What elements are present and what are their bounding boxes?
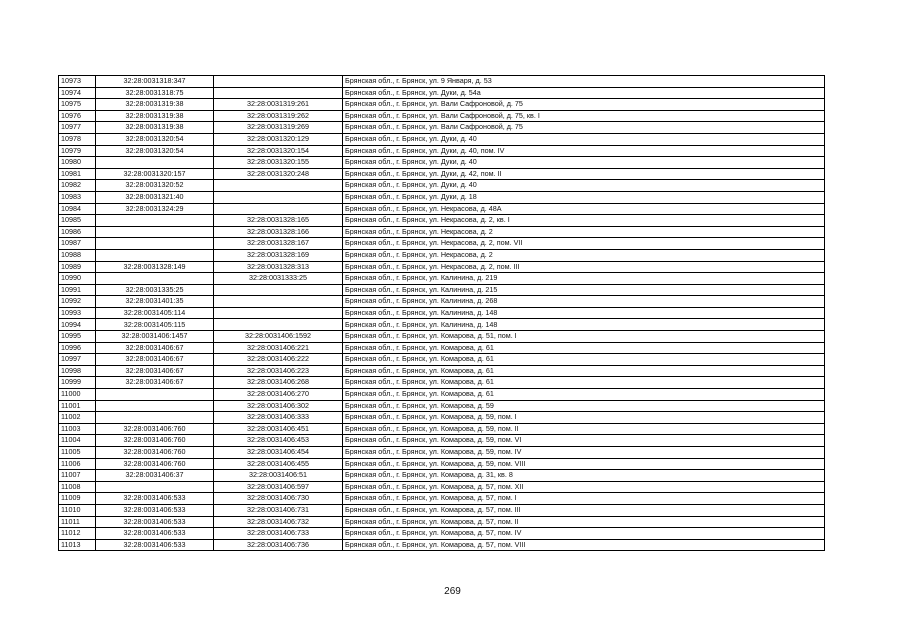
address-cell: Брянская обл., г. Брянск, ул. Дуки, д. 18 [343, 191, 825, 203]
row-number-cell: 10973 [59, 76, 96, 88]
table-row [59, 389, 825, 401]
address-cell: Брянская обл., г. Брянск, ул. Вали Сафроновой, д. 75 [343, 99, 825, 111]
land-cadastral-number-cell: 32:28:0031321:40 [96, 191, 214, 203]
row-number-cell: 10985 [59, 215, 96, 227]
table-row [59, 157, 825, 169]
table-row [59, 458, 825, 470]
table-row [59, 447, 825, 459]
land-cadastral-number-cell [96, 400, 214, 412]
row-number-cell: 10979 [59, 145, 96, 157]
land-cadastral-number-cell [96, 215, 214, 227]
land-cadastral-number-cell: 32:28:0031405:114 [96, 307, 214, 319]
object-cadastral-number-cell: 32:28:0031406:454 [214, 447, 343, 459]
table-row [59, 331, 825, 343]
land-cadastral-number-cell: 32:28:0031406:760 [96, 447, 214, 459]
object-cadastral-number-cell: 32:28:0031328:166 [214, 226, 343, 238]
table-row [59, 284, 825, 296]
address-cell: Брянская обл., г. Брянск, ул. Некрасова, д. 2, пом. III [343, 261, 825, 273]
row-number-cell: 10994 [59, 319, 96, 331]
row-number-cell: 10989 [59, 261, 96, 273]
land-cadastral-number-cell: 32:28:0031320:54 [96, 145, 214, 157]
land-cadastral-number-cell: 32:28:0031406:533 [96, 516, 214, 528]
table-row [59, 400, 825, 412]
address-cell: Брянская обл., г. Брянск, ул. Комарова, д. 57, пом. VIII [343, 539, 825, 551]
land-cadastral-number-cell: 32:28:0031335:25 [96, 284, 214, 296]
row-number-cell: 10993 [59, 307, 96, 319]
row-number-cell: 10983 [59, 191, 96, 203]
land-cadastral-number-cell: 32:28:0031318:347 [96, 76, 214, 88]
address-cell: Брянская обл., г. Брянск, ул. Некрасова, д. 2, пом. VII [343, 238, 825, 250]
object-cadastral-number-cell: 32:28:0031406:451 [214, 423, 343, 435]
row-number-cell: 11002 [59, 412, 96, 424]
table-row [59, 493, 825, 505]
address-cell: Брянская обл., г. Брянск, ул. Вали Сафроновой, д. 75, кв. I [343, 110, 825, 122]
row-number-cell: 11005 [59, 447, 96, 459]
land-cadastral-number-cell: 32:28:0031319:38 [96, 110, 214, 122]
object-cadastral-number-cell [214, 87, 343, 99]
table-row [59, 249, 825, 261]
object-cadastral-number-cell: 32:28:0031333:25 [214, 273, 343, 285]
table-row [59, 504, 825, 516]
address-cell: Брянская обл., г. Брянск, ул. Комарова, д. 61 [343, 342, 825, 354]
table-row [59, 168, 825, 180]
address-cell: Брянская обл., г. Брянск, ул. Дуки, д. 40 [343, 157, 825, 169]
address-cell: Брянская обл., г. Брянск, ул. Комарова, д. 59, пом. VI [343, 435, 825, 447]
row-number-cell: 10982 [59, 180, 96, 192]
table-row [59, 377, 825, 389]
land-cadastral-number-cell [96, 412, 214, 424]
table-row [59, 516, 825, 528]
row-number-cell: 10987 [59, 238, 96, 250]
row-number-cell: 10977 [59, 122, 96, 134]
object-cadastral-number-cell [214, 191, 343, 203]
address-cell: Брянская обл., г. Брянск, ул. Комарова, д. 57, пом. III [343, 504, 825, 516]
address-cell: Брянская обл., г. Брянск, ул. Некрасова, д. 2 [343, 226, 825, 238]
table-row [59, 354, 825, 366]
table-row [59, 261, 825, 273]
row-number-cell: 10992 [59, 296, 96, 308]
land-cadastral-number-cell: 32:28:0031401:35 [96, 296, 214, 308]
address-cell: Брянская обл., г. Брянск, ул. Комарова, д. 59, пом. IV [343, 447, 825, 459]
table-row [59, 122, 825, 134]
address-cell: Брянская обл., г. Брянск, ул. Дуки, д. 40 [343, 180, 825, 192]
land-cadastral-number-cell: 32:28:0031406:760 [96, 458, 214, 470]
land-cadastral-number-cell [96, 249, 214, 261]
row-number-cell: 10978 [59, 133, 96, 145]
land-cadastral-number-cell [96, 238, 214, 250]
object-cadastral-number-cell: 32:28:0031328:165 [214, 215, 343, 227]
row-number-cell: 11012 [59, 528, 96, 540]
address-cell: Брянская обл., г. Брянск, ул. Калинина, д. 215 [343, 284, 825, 296]
land-cadastral-number-cell: 32:28:0031318:75 [96, 87, 214, 99]
object-cadastral-number-cell: 32:28:0031406:223 [214, 365, 343, 377]
object-cadastral-number-cell: 32:28:0031319:262 [214, 110, 343, 122]
table-row [59, 307, 825, 319]
object-cadastral-number-cell: 32:28:0031406:221 [214, 342, 343, 354]
object-cadastral-number-cell: 32:28:0031320:155 [214, 157, 343, 169]
address-cell: Брянская обл., г. Брянск, ул. Комарова, д. 57, пом. IV [343, 528, 825, 540]
land-cadastral-number-cell: 32:28:0031406:1457 [96, 331, 214, 343]
row-number-cell: 10974 [59, 87, 96, 99]
table-row [59, 423, 825, 435]
land-cadastral-number-cell: 32:28:0031406:67 [96, 342, 214, 354]
address-cell: Брянская обл., г. Брянск, ул. Комарова, д. 31, кв. 8 [343, 470, 825, 482]
row-number-cell: 11004 [59, 435, 96, 447]
land-cadastral-number-cell: 32:28:0031406:760 [96, 435, 214, 447]
table-row [59, 87, 825, 99]
row-number-cell: 11003 [59, 423, 96, 435]
row-number-cell: 11010 [59, 504, 96, 516]
row-number-cell: 10998 [59, 365, 96, 377]
object-cadastral-number-cell: 32:28:0031406:736 [214, 539, 343, 551]
row-number-cell: 11001 [59, 400, 96, 412]
object-cadastral-number-cell: 32:28:0031320:154 [214, 145, 343, 157]
object-cadastral-number-cell: 32:28:0031406:333 [214, 412, 343, 424]
land-cadastral-number-cell: 32:28:0031328:149 [96, 261, 214, 273]
object-cadastral-number-cell [214, 296, 343, 308]
object-cadastral-number-cell [214, 284, 343, 296]
object-cadastral-number-cell: 32:28:0031406:597 [214, 481, 343, 493]
land-cadastral-number-cell [96, 273, 214, 285]
object-cadastral-number-cell: 32:28:0031406:731 [214, 504, 343, 516]
address-cell: Брянская обл., г. Брянск, ул. Калинина, д. 268 [343, 296, 825, 308]
address-cell: Брянская обл., г. Брянск, ул. Калинина, д. 148 [343, 319, 825, 331]
table-row [59, 238, 825, 250]
address-cell: Брянская обл., г. Брянск, ул. 9 Января, д. 53 [343, 76, 825, 88]
object-cadastral-number-cell: 32:28:0031320:129 [214, 133, 343, 145]
row-number-cell: 10980 [59, 157, 96, 169]
land-cadastral-number-cell: 32:28:0031319:38 [96, 122, 214, 134]
object-cadastral-number-cell: 32:28:0031319:261 [214, 99, 343, 111]
land-cadastral-number-cell: 32:28:0031406:67 [96, 365, 214, 377]
row-number-cell: 11006 [59, 458, 96, 470]
land-cadastral-number-cell: 32:28:0031320:52 [96, 180, 214, 192]
row-number-cell: 11011 [59, 516, 96, 528]
object-cadastral-number-cell [214, 76, 343, 88]
address-cell: Брянская обл., г. Брянск, ул. Некрасова, д. 2, кв. I [343, 215, 825, 227]
land-cadastral-number-cell [96, 481, 214, 493]
object-cadastral-number-cell: 32:28:0031328:313 [214, 261, 343, 273]
object-cadastral-number-cell: 32:28:0031406:1592 [214, 331, 343, 343]
address-cell: Брянская обл., г. Брянск, ул. Комарова, д. 57, пом. XII [343, 481, 825, 493]
object-cadastral-number-cell: 32:28:0031328:167 [214, 238, 343, 250]
address-cell: Брянская обл., г. Брянск, ул. Некрасова, д. 2 [343, 249, 825, 261]
object-cadastral-number-cell [214, 319, 343, 331]
property-registry-table [58, 75, 825, 551]
table-row [59, 481, 825, 493]
land-cadastral-number-cell: 32:28:0031319:38 [96, 99, 214, 111]
address-cell: Брянская обл., г. Брянск, ул. Дуки, д. 40 [343, 133, 825, 145]
address-cell: Брянская обл., г. Брянск, ул. Комарова, д. 59, пом. I [343, 412, 825, 424]
row-number-cell: 10981 [59, 168, 96, 180]
address-cell: Брянская обл., г. Брянск, ул. Комарова, д. 57, пом. I [343, 493, 825, 505]
address-cell: Брянская обл., г. Брянск, ул. Комарова, д. 57, пом. II [343, 516, 825, 528]
object-cadastral-number-cell: 32:28:0031328:169 [214, 249, 343, 261]
row-number-cell: 11000 [59, 389, 96, 401]
address-cell: Брянская обл., г. Брянск, ул. Вали Сафроновой, д. 75 [343, 122, 825, 134]
row-number-cell: 10986 [59, 226, 96, 238]
table-row [59, 470, 825, 482]
row-number-cell: 10990 [59, 273, 96, 285]
table-row [59, 226, 825, 238]
table-row [59, 435, 825, 447]
table-row [59, 133, 825, 145]
row-number-cell: 10976 [59, 110, 96, 122]
object-cadastral-number-cell: 32:28:0031406:222 [214, 354, 343, 366]
table-row [59, 191, 825, 203]
land-cadastral-number-cell: 32:28:0031405:115 [96, 319, 214, 331]
table-row [59, 539, 825, 551]
table-row [59, 365, 825, 377]
address-cell: Брянская обл., г. Брянск, ул. Комарова, д. 61 [343, 365, 825, 377]
address-cell: Брянская обл., г. Брянск, ул. Комарова, д. 61 [343, 389, 825, 401]
object-cadastral-number-cell: 32:28:0031406:302 [214, 400, 343, 412]
object-cadastral-number-cell: 32:28:0031319:269 [214, 122, 343, 134]
land-cadastral-number-cell: 32:28:0031324:29 [96, 203, 214, 215]
land-cadastral-number-cell: 32:28:0031406:67 [96, 354, 214, 366]
table-row [59, 99, 825, 111]
table-row [59, 110, 825, 122]
table-row [59, 203, 825, 215]
object-cadastral-number-cell: 32:28:0031406:733 [214, 528, 343, 540]
table-row [59, 528, 825, 540]
row-number-cell: 11008 [59, 481, 96, 493]
table-row [59, 273, 825, 285]
land-cadastral-number-cell [96, 226, 214, 238]
address-cell: Брянская обл., г. Брянск, ул. Комарова, д. 59, пом. VIII [343, 458, 825, 470]
land-cadastral-number-cell: 32:28:0031406:37 [96, 470, 214, 482]
object-cadastral-number-cell: 32:28:0031406:453 [214, 435, 343, 447]
address-cell: Брянская обл., г. Брянск, ул. Некрасова, д. 48А [343, 203, 825, 215]
address-cell: Брянская обл., г. Брянск, ул. Комарова, д. 61 [343, 354, 825, 366]
land-cadastral-number-cell [96, 389, 214, 401]
address-cell: Брянская обл., г. Брянск, ул. Комарова, д. 51, пом. I [343, 331, 825, 343]
table-row [59, 296, 825, 308]
address-cell: Брянская обл., г. Брянск, ул. Дуки, д. 40, пом. IV [343, 145, 825, 157]
land-cadastral-number-cell: 32:28:0031406:533 [96, 539, 214, 551]
row-number-cell: 10975 [59, 99, 96, 111]
object-cadastral-number-cell [214, 203, 343, 215]
address-cell: Брянская обл., г. Брянск, ул. Калинина, д. 219 [343, 273, 825, 285]
object-cadastral-number-cell: 32:28:0031320:248 [214, 168, 343, 180]
object-cadastral-number-cell: 32:28:0031406:270 [214, 389, 343, 401]
row-number-cell: 10997 [59, 354, 96, 366]
land-cadastral-number-cell: 32:28:0031406:533 [96, 493, 214, 505]
object-cadastral-number-cell: 32:28:0031406:730 [214, 493, 343, 505]
land-cadastral-number-cell: 32:28:0031320:54 [96, 133, 214, 145]
table-row [59, 215, 825, 227]
address-cell: Брянская обл., г. Брянск, ул. Комарова, д. 59 [343, 400, 825, 412]
table-row [59, 76, 825, 88]
object-cadastral-number-cell: 32:28:0031406:732 [214, 516, 343, 528]
row-number-cell: 11007 [59, 470, 96, 482]
object-cadastral-number-cell: 32:28:0031406:51 [214, 470, 343, 482]
table-row [59, 412, 825, 424]
table-row [59, 180, 825, 192]
object-cadastral-number-cell: 32:28:0031406:268 [214, 377, 343, 389]
row-number-cell: 10999 [59, 377, 96, 389]
row-number-cell: 10988 [59, 249, 96, 261]
object-cadastral-number-cell [214, 307, 343, 319]
land-cadastral-number-cell: 32:28:0031406:533 [96, 504, 214, 516]
row-number-cell: 10991 [59, 284, 96, 296]
object-cadastral-number-cell: 32:28:0031406:455 [214, 458, 343, 470]
land-cadastral-number-cell: 32:28:0031406:533 [96, 528, 214, 540]
table-row [59, 145, 825, 157]
object-cadastral-number-cell [214, 180, 343, 192]
row-number-cell: 10995 [59, 331, 96, 343]
table-row [59, 342, 825, 354]
land-cadastral-number-cell: 32:28:0031406:67 [96, 377, 214, 389]
row-number-cell: 11013 [59, 539, 96, 551]
page-number: 269 [444, 586, 461, 597]
address-cell: Брянская обл., г. Брянск, ул. Дуки, д. 54а [343, 87, 825, 99]
land-cadastral-number-cell [96, 157, 214, 169]
table-body [59, 76, 825, 551]
address-cell: Брянская обл., г. Брянск, ул. Комарова, д. 61 [343, 377, 825, 389]
table-row [59, 319, 825, 331]
land-cadastral-number-cell: 32:28:0031406:760 [96, 423, 214, 435]
row-number-cell: 10984 [59, 203, 96, 215]
address-cell: Брянская обл., г. Брянск, ул. Дуки, д. 42, пом. II [343, 168, 825, 180]
row-number-cell: 11009 [59, 493, 96, 505]
address-cell: Брянская обл., г. Брянск, ул. Калинина, д. 148 [343, 307, 825, 319]
address-cell: Брянская обл., г. Брянск, ул. Комарова, д. 59, пом. II [343, 423, 825, 435]
row-number-cell: 10996 [59, 342, 96, 354]
land-cadastral-number-cell: 32:28:0031320:157 [96, 168, 214, 180]
